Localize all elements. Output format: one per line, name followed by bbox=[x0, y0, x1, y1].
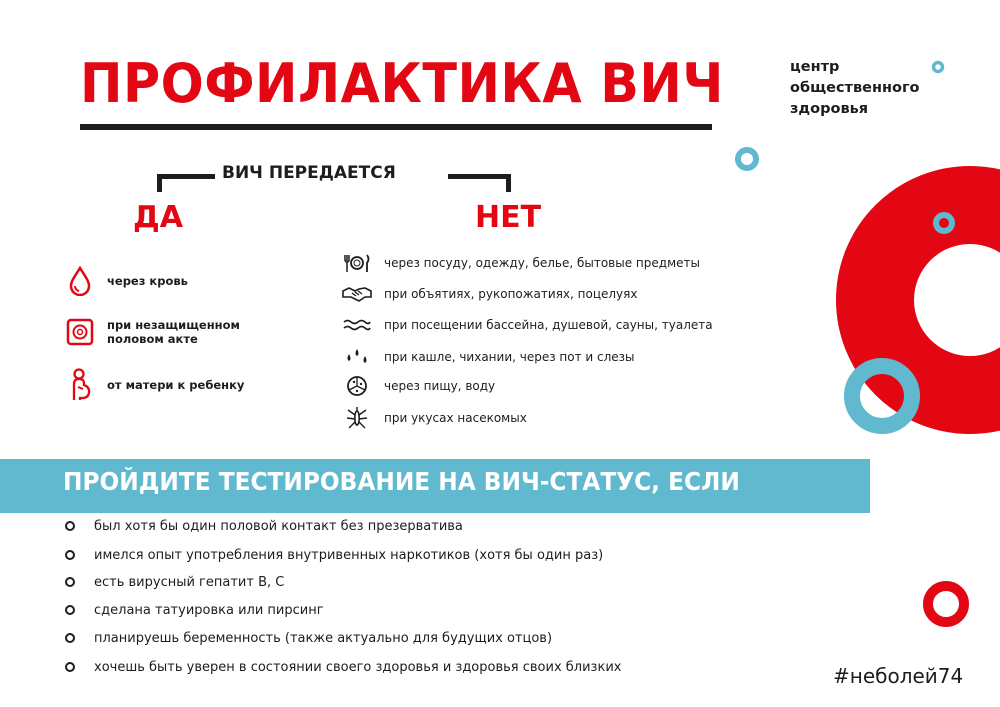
bullet-icon bbox=[65, 521, 75, 531]
no-item-text: при объятиях, рукопожатиях, поцелуях bbox=[384, 287, 638, 301]
yes-item-text: через кровь bbox=[107, 274, 188, 288]
no-item bbox=[340, 346, 635, 368]
hashtag: #неболей74 bbox=[833, 664, 964, 688]
org-line-1: центр bbox=[790, 59, 840, 75]
list-item-text: хочешь быть уверен в состоянии своего здоровья и здоровья своих близких bbox=[94, 659, 622, 675]
no-item-text: через посуду, одежду, белье, бытовые предметы bbox=[384, 256, 700, 270]
testing-banner-text: ПРОЙДИТЕ ТЕСТИРОВАНИЕ НА ВИЧ-СТАТУС, ЕСЛИ bbox=[63, 467, 740, 496]
yes-item bbox=[65, 315, 240, 349]
yes-item-text bbox=[107, 318, 240, 346]
list-item-text: сделана татуировка или пирсинг bbox=[94, 602, 324, 618]
blue-ring-small-top bbox=[738, 150, 756, 168]
bullet-icon bbox=[65, 605, 75, 615]
pizza-icon bbox=[340, 375, 374, 397]
page-title: ПРОФИЛАКТИКА ВИЧ bbox=[80, 52, 724, 115]
tableware-icon bbox=[340, 252, 374, 274]
list-item bbox=[65, 516, 463, 536]
list-item-text: имелся опыт употребления внутривенных наркотиков (хотя бы один раз) bbox=[94, 547, 604, 563]
bracket-right bbox=[448, 174, 511, 192]
no-item-text: при посещении бассейна, душевой, сауны, туалета bbox=[384, 318, 713, 332]
yes-item bbox=[65, 264, 188, 298]
org-line-2: общественного bbox=[790, 80, 920, 96]
bullet-icon bbox=[65, 662, 75, 672]
bullet-icon bbox=[65, 577, 75, 587]
yes-item-line-1: при незащищенном bbox=[107, 318, 240, 332]
handshake-icon bbox=[340, 283, 374, 305]
list-item bbox=[65, 628, 552, 648]
red-ring-bottom bbox=[928, 586, 964, 622]
title-underline bbox=[80, 124, 712, 130]
no-item bbox=[340, 375, 495, 397]
no-label: НЕТ bbox=[475, 200, 542, 235]
list-item bbox=[65, 657, 621, 677]
list-item bbox=[65, 572, 284, 592]
no-item bbox=[340, 252, 700, 274]
yes-label: ДА bbox=[133, 200, 183, 235]
transmission-heading: ВИЧ ПЕРЕДАЕТСЯ bbox=[222, 163, 396, 183]
bracket-left bbox=[157, 174, 215, 192]
bullet-icon bbox=[65, 550, 75, 560]
bullet-icon bbox=[65, 633, 75, 643]
list-item-text: есть вирусный гепатит В, С bbox=[94, 574, 285, 590]
org-logo-text bbox=[790, 57, 920, 120]
no-item bbox=[340, 407, 527, 429]
water-waves-icon bbox=[340, 314, 374, 336]
mosquito-icon bbox=[340, 407, 374, 429]
no-item-text: при кашле, чихании, через пот и слезы bbox=[384, 350, 635, 364]
no-item bbox=[340, 314, 713, 336]
no-item-text: через пищу, воду bbox=[384, 379, 496, 393]
blood-drop-icon bbox=[65, 264, 95, 298]
blue-ring-tiny-logo bbox=[934, 63, 943, 72]
yes-item bbox=[65, 368, 244, 402]
condom-icon bbox=[65, 315, 95, 349]
no-item bbox=[340, 283, 637, 305]
list-item-text: был хотя бы один половой контакт без презерватива bbox=[94, 518, 463, 534]
droplets-icon bbox=[340, 346, 374, 368]
pregnant-woman-icon bbox=[65, 368, 95, 402]
no-item-text: при укусах насекомых bbox=[384, 411, 527, 425]
list-item bbox=[65, 545, 603, 565]
list-item bbox=[65, 600, 324, 620]
list-item-text: планируешь беременность (также актуально для будущих отцов) bbox=[94, 630, 553, 646]
yes-item-line-2: половом акте bbox=[107, 332, 198, 346]
yes-item-text: от матери к ребенку bbox=[107, 378, 245, 392]
org-line-3: здоровья bbox=[790, 101, 869, 117]
